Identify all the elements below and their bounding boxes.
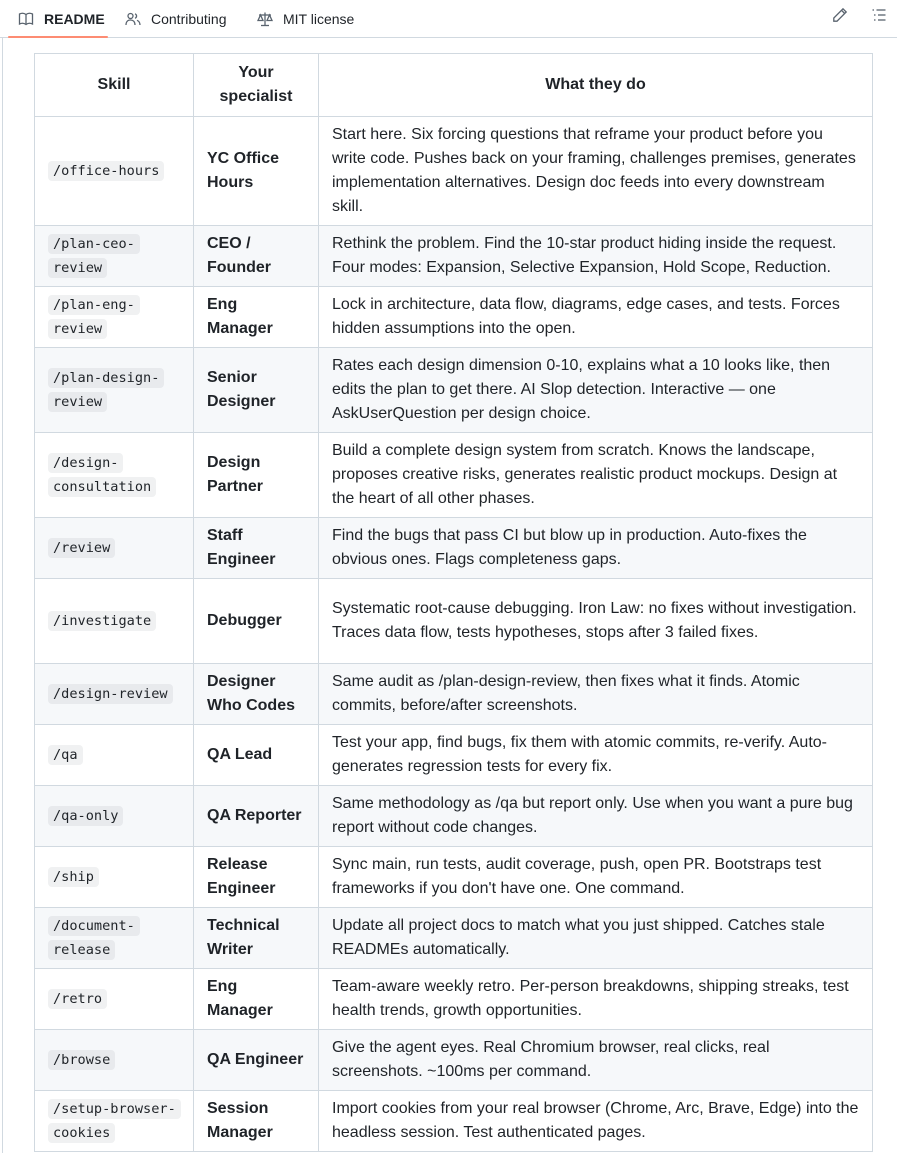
description-cell: Same methodology as /qa but report only. Use when you want a pure bug report without code changes. [319, 786, 873, 847]
tab-contributing-label: Contributing [151, 11, 227, 27]
specialist-cell: Design Partner [194, 433, 319, 518]
skill-cell [35, 969, 194, 1030]
description-cell: Same audit as /plan-design-review, then fixes what it finds. Atomic commits, before/after screenshots. [319, 664, 873, 725]
table-row [35, 1030, 873, 1091]
description-cell: Give the agent eyes. Real Chromium browser, real clicks, real screenshots. ~100ms per command. [319, 1030, 873, 1091]
skill-cell [35, 725, 194, 786]
table-row [35, 287, 873, 348]
tab-mit-license[interactable] [257, 0, 354, 38]
table-row [35, 579, 873, 664]
skill-command: /design-consultation [48, 453, 156, 497]
skill-command: /document-release [48, 916, 140, 960]
table-row [35, 348, 873, 433]
table-body [35, 117, 873, 1152]
header-what-they-do: What they do [319, 54, 873, 117]
table-row [35, 725, 873, 786]
specialist-cell: YC Office Hours [194, 117, 319, 226]
header-specialist: Your specialist [194, 54, 319, 117]
specialist-cell: QA Engineer [194, 1030, 319, 1091]
description-cell: Update all project docs to match what you just shipped. Catches stale READMEs automatically. [319, 908, 873, 969]
skill-cell [35, 1091, 194, 1152]
skill-command: /browse [48, 1050, 115, 1070]
skill-command: /qa-only [48, 806, 123, 826]
tab-mit-license-label: MIT license [283, 11, 355, 27]
description-cell: Rethink the problem. Find the 10-star product hiding inside the request. Four modes: Expansion, Selective Expansion, Hold Scope, Reduction. [319, 226, 873, 287]
specialist-cell: Senior Designer [194, 348, 319, 433]
skill-cell [35, 226, 194, 287]
specialist-cell: Designer Who Codes [194, 664, 319, 725]
description-cell: Test your app, find bugs, fix them with atomic commits, re-verify. Auto-generates regression tests for every fix. [319, 725, 873, 786]
specialist-cell: Session Manager [194, 1091, 319, 1152]
table-row [35, 433, 873, 518]
file-tab-bar [0, 0, 897, 38]
skill-command: /ship [48, 867, 99, 887]
description-cell: Rates each design dimension 0-10, explains what a 10 looks like, then edits the plan to get there. AI Slop detection. Interactive — one AskUserQuestion per design choice. [319, 348, 873, 433]
skill-command: /design-review [48, 684, 173, 704]
table-row [35, 847, 873, 908]
specialist-cell: Release Engineer [194, 847, 319, 908]
skill-cell [35, 518, 194, 579]
list-outline-icon [871, 10, 887, 27]
description-cell: Build a complete design system from scratch. Knows the landscape, proposes creative risks, generates realistic product mockups. Design at the heart of all other phases. [319, 433, 873, 518]
skill-command: /setup-browser-cookies [48, 1099, 181, 1143]
specialist-cell: Eng Manager [194, 969, 319, 1030]
table-row [35, 226, 873, 287]
description-cell: Lock in architecture, data flow, diagrams, edge cases, and tests. Forces hidden assumptions into the open. [319, 287, 873, 348]
skill-command: /investigate [48, 611, 156, 631]
law-scale-icon [257, 11, 273, 27]
skill-command: /plan-eng-review [48, 295, 140, 339]
table-row [35, 969, 873, 1030]
skill-cell [35, 348, 194, 433]
skill-command: /qa [48, 745, 83, 765]
skill-cell [35, 433, 194, 518]
specialist-cell: Technical Writer [194, 908, 319, 969]
tab-contributing[interactable] [125, 0, 227, 38]
specialist-cell: Debugger [194, 579, 319, 664]
specialist-cell: QA Reporter [194, 786, 319, 847]
outline-button[interactable] [871, 7, 889, 25]
skill-cell [35, 287, 194, 348]
skill-cell [35, 1030, 194, 1091]
specialist-cell: QA Lead [194, 725, 319, 786]
table-row [35, 518, 873, 579]
skill-cell [35, 847, 194, 908]
table-row [35, 117, 873, 226]
description-cell: Start here. Six forcing questions that reframe your product before you write code. Pushes back on your framing, challenges premises, generates implementation alternatives. Design doc feeds into every downstream skill. [319, 117, 873, 226]
table-row [35, 908, 873, 969]
table-row [35, 786, 873, 847]
description-cell: Systematic root-cause debugging. Iron Law: no fixes without investigation. Traces data flow, tests hypotheses, stops after 3 failed fixes. [319, 579, 873, 664]
skill-command: /plan-design-review [48, 368, 164, 412]
specialist-cell: CEO / Founder [194, 226, 319, 287]
active-tab-indicator [8, 36, 108, 38]
table-header-row [35, 54, 873, 117]
skill-command: /review [48, 538, 115, 558]
specialist-cell: Eng Manager [194, 287, 319, 348]
table-row [35, 1091, 873, 1152]
description-cell: Sync main, run tests, audit coverage, push, open PR. Bootstraps test frameworks if you don't have one. One command. [319, 847, 873, 908]
header-skill: Skill [35, 54, 194, 117]
skill-cell [35, 117, 194, 226]
skill-command: /office-hours [48, 161, 164, 181]
content-border [2, 38, 3, 1153]
pencil-icon [832, 10, 848, 27]
description-cell: Find the bugs that pass CI but blow up in production. Auto-fixes the obvious ones. Flags completeness gaps. [319, 518, 873, 579]
skill-command: /retro [48, 989, 107, 1009]
skill-command: /plan-ceo-review [48, 234, 140, 278]
tab-readme-label: README [44, 11, 105, 27]
people-icon [125, 11, 141, 27]
skill-cell [35, 908, 194, 969]
skill-cell [35, 664, 194, 725]
skill-cell [35, 579, 194, 664]
specialist-cell: Staff Engineer [194, 518, 319, 579]
skills-table [34, 53, 873, 1152]
skill-cell [35, 786, 194, 847]
tab-readme[interactable] [18, 0, 105, 38]
description-cell: Import cookies from your real browser (Chrome, Arc, Brave, Edge) into the headless session. Test authenticated pages. [319, 1091, 873, 1152]
description-cell: Team-aware weekly retro. Per-person breakdowns, shipping streaks, test health trends, growth opportunities. [319, 969, 873, 1030]
table-row [35, 664, 873, 725]
edit-button[interactable] [832, 7, 850, 25]
book-icon [18, 11, 34, 27]
